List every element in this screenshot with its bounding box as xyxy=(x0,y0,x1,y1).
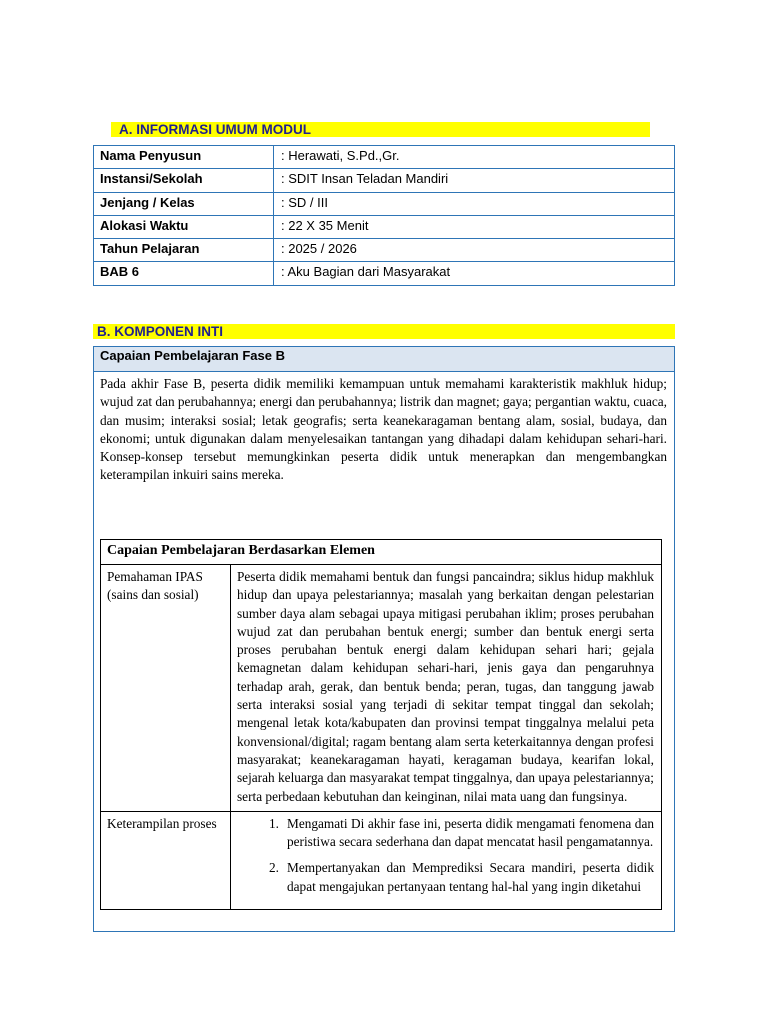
info-table xyxy=(93,145,675,286)
row-label: Instansi/Sekolah xyxy=(94,169,274,192)
section-b-heading: B. KOMPONEN INTI xyxy=(93,324,675,339)
row-label: Alokasi Waktu xyxy=(94,215,274,238)
element-list-cell xyxy=(231,811,662,909)
list-text: Mengamati Di akhir fase ini, peserta didik mengamati fenomena dan peristiwa secara sederhana dan dapat mencatat hasil pengamatannya. xyxy=(287,815,654,850)
row-value: : 2025 / 2026 xyxy=(274,239,675,262)
row-value: : Herawati, S.Pd.,Gr. xyxy=(274,146,675,169)
process-skills-list xyxy=(237,815,654,896)
table-row xyxy=(94,215,675,238)
list-item xyxy=(237,859,654,896)
komponen-inti-box xyxy=(93,346,675,932)
row-label: Nama Penyusun xyxy=(94,146,274,169)
table-row xyxy=(94,146,675,169)
capaian-fase-heading: Capaian Pembelajaran Fase B xyxy=(94,347,674,372)
list-number: 2. xyxy=(269,860,279,876)
section-a-heading: A. INFORMASI UMUM MODUL xyxy=(111,122,650,137)
element-table xyxy=(100,539,662,910)
row-value: : Aku Bagian dari Masyarakat xyxy=(274,262,675,285)
row-label: BAB 6 xyxy=(94,262,274,285)
row-value: : SDIT Insan Teladan Mandiri xyxy=(274,169,675,192)
table-row xyxy=(94,169,675,192)
table-row xyxy=(94,262,675,285)
list-text: Mempertanyakan dan Memprediksi Secara mandiri, peserta didik dapat mengajukan pertanyaan tentang hal-hal yang ingin diketahui xyxy=(287,860,654,894)
table-row xyxy=(101,811,662,909)
capaian-fase-paragraph: Pada akhir Fase B, peserta didik memiliki kemampuan untuk memahami karakteristik makhluk hidup; wujud zat dan perubahannya; energi dan perubahannya; listrik dan magnet; gaya; pergantian waktu, cuaca, dan musim; interaksi sosial; letak geografis; serta keanekaragaman bentang alam, sosial, budaya, dan ekonomi; untuk digunakan dalam menyelesaikan tantangan yang dihadapi dalam kehidupan sehari-hari. Konsep-konsep tersebut memungkinkan peserta didik untuk menerapkan dan mengembangkan keterampilan inkuiri sains mereka. xyxy=(100,376,668,483)
list-item xyxy=(237,815,654,852)
row-value: : 22 X 35 Menit xyxy=(274,215,675,238)
element-label: Pemahaman IPAS (sains dan sosial) xyxy=(101,565,231,812)
table-row xyxy=(94,239,675,262)
element-label: Keterampilan proses xyxy=(101,811,231,909)
row-label: Jenjang / Kelas xyxy=(94,192,274,215)
element-table-header: Capaian Pembelajaran Berdasarkan Elemen xyxy=(101,540,662,565)
table-row xyxy=(94,192,675,215)
list-number: 1. xyxy=(269,815,279,831)
table-row xyxy=(101,540,662,565)
element-text: Peserta didik memahami bentuk dan fungsi pancaindra; siklus hidup makhluk hidup dan upaya pelestariannya; masalah yang berkaitan dengan pelestarian sumber daya alam sebagai upaya mitigasi perubahan iklim; proses perubahan wujud zat dan perubahan bentuk energi; sumber dan bentuk energi serta proses perubahan bentuk energi dalam kehidupan sehari hari; gejala kemagnetan dalam kehidupan sehari-hari, jenis gaya dan pengaruhnya terhadap arah, gerak, dan bentuk benda; peran, tugas, dan tanggung jawab serta interaksi sosial yang terjadi di sekitar tempat tinggal dan sekolah; mengenal letak kota/kabupaten dan provinsi tempat tinggalnya melalui peta konvensional/digital; ragam bentang alam serta keterkaitannya dengan profesi masyarakat; keanekaragaman hayati, keragaman budaya, kearifan lokal, sejarah keluarga dan masyarakat tempat tinggalnya, dan upaya pelestariannya; serta perbedaan kebutuhan dan keinginan, nilai mata uang dan fungsinya. xyxy=(231,565,662,812)
row-value: : SD / III xyxy=(274,192,675,215)
table-row xyxy=(101,565,662,812)
row-label: Tahun Pelajaran xyxy=(94,239,274,262)
